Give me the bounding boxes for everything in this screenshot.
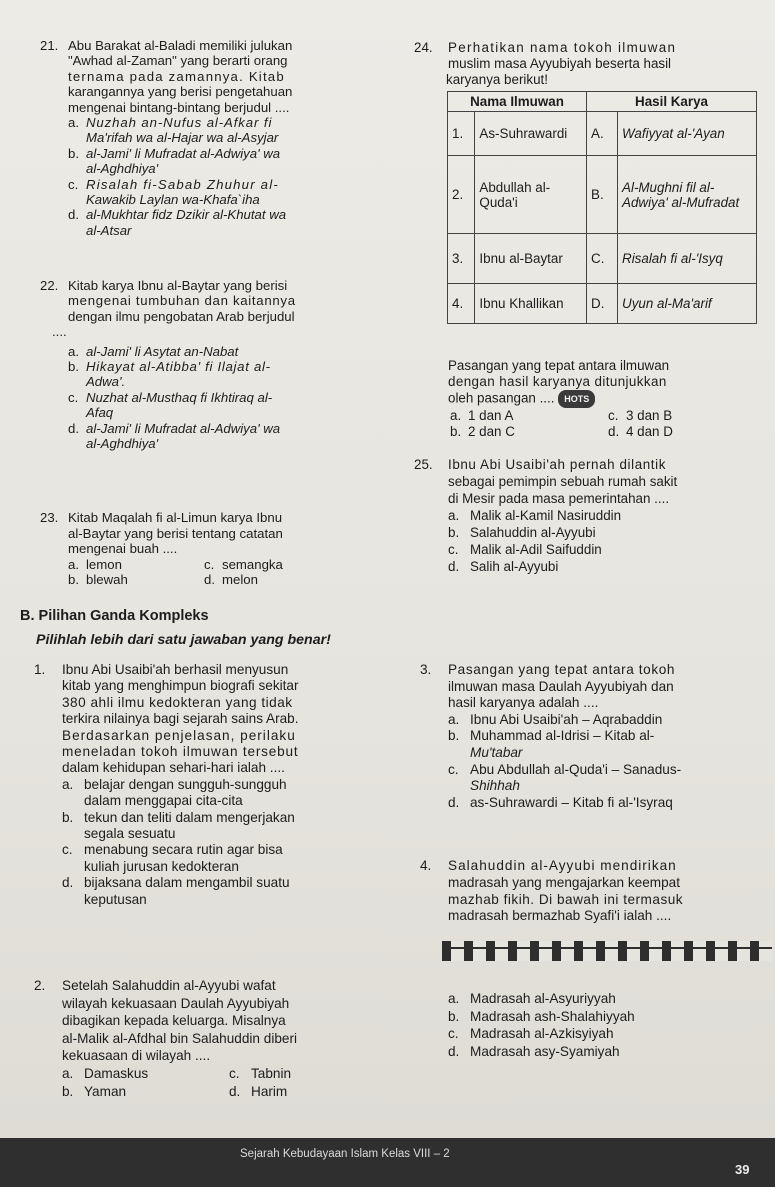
table-row (448, 156, 757, 234)
question-stem-text: oleh pasangan .... (448, 390, 555, 406)
option-text: Salahuddin al-Ayyubi (470, 525, 596, 540)
question-21 (40, 38, 370, 238)
question-stem-line: dengan ilmu pengobatan Arab berjudul (68, 308, 295, 324)
table-cell-num: 1. (448, 112, 475, 156)
question-stem-line: di Mesir pada masa pemerintahan .... (448, 491, 670, 506)
option-text: Yaman (84, 1083, 127, 1099)
option-letter: a. (68, 115, 79, 131)
option-text: keputusan (84, 891, 147, 907)
option-letter: c. (68, 176, 79, 192)
option-letter: c. (608, 408, 619, 423)
option-text: melon (222, 572, 258, 588)
option-b[interactable] (450, 424, 608, 440)
question-stem-line: dengan hasil karyanya ditunjukkan (448, 374, 667, 389)
option-letter: b. (62, 809, 74, 825)
option-b[interactable] (62, 810, 379, 843)
scientist-works-table (447, 91, 757, 324)
table-cell-key: B. (587, 156, 618, 234)
table-header-row (448, 92, 757, 112)
option-letter: b. (448, 525, 460, 540)
option-text: Nuzhat al-Musthaq fi Ikhtiraq al- (86, 389, 273, 405)
question-stem-line: Pasangan yang tepat antara ilmuwan (448, 358, 670, 373)
question-stem-line (68, 510, 370, 526)
option-text: Shihhah (470, 778, 520, 794)
question-stem-line: sebagai pemimpin sebuah rumah sakit (448, 474, 678, 489)
table-row (448, 284, 757, 324)
option-letter: b. (68, 145, 79, 161)
option-text: Hikayat al-Atibba' fi Ilajat al- (86, 359, 271, 375)
option-text: Afaq (86, 405, 114, 421)
option-text: belajar dengan sungguh-sungguh (84, 776, 287, 792)
question-number: 22. (40, 278, 59, 293)
option-text: 3 dan B (626, 408, 673, 423)
option-text: al-Atsar (86, 222, 132, 238)
option-c[interactable] (448, 762, 765, 795)
option-letter: a. (62, 1065, 74, 1081)
option-text: al-Jami' li Asytat an-Nabat (86, 343, 239, 359)
question-stem-line: hasil karyanya adalah .... (448, 695, 599, 711)
question-stem-line: Berdasarkan penjelasan, perilaku (62, 727, 296, 743)
hots-badge: HOTS (558, 390, 595, 408)
question-stem-text: Kitab Maqalah fi al-Limun karya Ibnu (68, 510, 283, 525)
table-cell-work: Uyun al-Ma'arif (618, 284, 757, 324)
section-instruction: Pilihlah lebih dari satu jawaban yang benar! (36, 632, 331, 648)
option-letter: d. (68, 420, 79, 436)
table-row (448, 112, 757, 156)
complex-question-2 (34, 977, 379, 1100)
question-24 (414, 40, 764, 88)
option-text: al-Aghdhiya' (86, 436, 159, 452)
option-letter: d. (68, 207, 79, 223)
option-text: Salih al-Ayyubi (470, 559, 559, 574)
option-letter: c. (204, 556, 215, 572)
option-letter: d. (229, 1083, 241, 1099)
option-d[interactable] (68, 207, 370, 238)
option-text: bijaksana dalam mengambil suatu (84, 875, 290, 891)
option-text: Ibnu Abi Usaibi'ah – Aqrabaddin (470, 711, 663, 727)
option-text: Mu'tabar (470, 744, 523, 760)
option-letter: b. (68, 572, 79, 588)
option-letter: b. (448, 1008, 460, 1024)
option-letter: d. (62, 875, 74, 891)
page-footer (0, 1138, 775, 1187)
question-24-continued (448, 358, 768, 440)
option-text: Ma'rifah wa al-Hajar wa al-Asyjar (86, 130, 279, 146)
question-stem-line: 380 ahli ilmu kedokteran yang tidak (62, 694, 293, 710)
table-cell-name: Ibnu al-Baytar (475, 234, 587, 284)
option-a[interactable] (68, 557, 204, 573)
complex-question-3 (420, 662, 765, 811)
option-text: Harim (251, 1083, 288, 1099)
option-b[interactable] (448, 728, 765, 761)
option-text: al-Jami' li Mufradat al-Adwiya' wa (86, 420, 281, 436)
option-text: Abu Abdullah al-Quda'i – Sanadus- (470, 761, 682, 777)
option-letter: d. (448, 794, 460, 810)
complex-question-4 (420, 858, 765, 925)
question-stem-line: madrasah bermazhab Syafi'i ialah .... (448, 908, 672, 924)
question-stem-line: mengenai tumbuhan dan kaitannya (68, 293, 296, 309)
option-a[interactable] (68, 115, 370, 146)
option-b[interactable] (448, 524, 764, 541)
question-stem-line: Ibnu Abi Usaibi'ah pernah dilantik (448, 457, 666, 472)
complex-question-1 (34, 662, 379, 908)
option-c[interactable] (68, 390, 370, 421)
table-cell-key: D. (587, 284, 618, 324)
question-stem-line: Setelah Salahuddin al-Ayyubi wafat (62, 978, 276, 993)
question-number: 24. (414, 40, 433, 55)
question-stem-line: muslim masa Ayyubiyah beserta hasil (448, 56, 672, 71)
option-letter: b. (450, 424, 462, 439)
table-cell-num: 4. (448, 284, 475, 324)
option-text: kuliah jurusan kedokteran (84, 858, 239, 874)
page-number: 39 (735, 1162, 750, 1177)
section-title: B. Pilihan Ganda Kompleks (20, 608, 209, 624)
option-text: Malik al-Kamil Nasiruddin (470, 508, 622, 523)
table-header-cell: Nama Ilmuwan (448, 92, 587, 112)
option-a[interactable] (448, 507, 764, 524)
option-letter: c. (229, 1065, 240, 1081)
option-text: lemon (86, 556, 122, 572)
question-number: 23. (40, 510, 59, 525)
option-text: menabung secara rutin agar bisa (84, 842, 283, 858)
option-a[interactable] (448, 712, 765, 729)
option-letter: c. (448, 542, 459, 557)
option-text: Madrasah al-Azkisyiyah (470, 1026, 614, 1042)
table-cell-name: Abdullah al-Quda'i (475, 156, 587, 234)
question-stem-line: karyanya berikut! (446, 72, 548, 87)
option-letter: c. (62, 842, 73, 858)
question-22 (40, 278, 370, 451)
option-letter: c. (448, 761, 459, 777)
question-stem-line: dibagikan kepada keluarga. Misalnya (62, 1013, 286, 1029)
option-a[interactable] (448, 990, 768, 1008)
table-cell-num: 3. (448, 234, 475, 284)
option-text: Tabnin (251, 1065, 292, 1081)
option-text: al-Jami' li Mufradat al-Adwiya' wa (86, 145, 281, 161)
table-cell-work: Al-Mughni fil al-Adwiya' al-Mufradat (618, 156, 757, 234)
question-stem-line: .... (52, 324, 67, 340)
question-number: 25. (414, 457, 433, 472)
decorative-border (442, 941, 772, 961)
option-letter: a. (68, 556, 79, 572)
table-cell-work: Wafiyyat al-'Ayan (618, 112, 757, 156)
question-stem-line: mengenai buah .... (68, 541, 178, 557)
option-text: Madrasah ash-Shalahiyyah (470, 1008, 635, 1024)
option-letter: a. (68, 343, 79, 359)
question-stem-line: mengenai bintang-bintang berjudul .... (68, 99, 290, 115)
option-d[interactable] (448, 558, 764, 575)
option-c[interactable] (448, 1025, 768, 1043)
question-number: 21. (40, 38, 59, 53)
table-header-cell: Hasil Karya (587, 92, 757, 112)
book-title: Sejarah Kebudayaan Islam Kelas VIII – 2 (240, 1148, 450, 1160)
option-text: Risalah fi-Sabab Zhuhur al- (86, 176, 279, 192)
option-letter: d. (204, 572, 215, 588)
question-25 (414, 456, 764, 575)
option-d[interactable] (448, 795, 765, 812)
option-letter: c. (448, 1026, 459, 1042)
question-number: 1. (34, 662, 46, 677)
option-text: segala sesuatu (84, 826, 176, 842)
option-text: dalam menggapai cita-cita (84, 793, 243, 809)
option-b[interactable] (68, 572, 204, 588)
option-text: 1 dan A (468, 408, 514, 423)
option-d[interactable] (448, 1043, 768, 1061)
question-stem-line: meneladan tokoh ilmuwan tersebut (62, 744, 299, 760)
question-stem-line: ternama pada zamannya. Kitab (68, 68, 285, 84)
question-stem-line: Pasangan yang tepat antara tokoh (448, 662, 676, 677)
option-letter: a. (448, 991, 460, 1006)
question-stem-line (448, 390, 768, 408)
option-b[interactable] (62, 1083, 229, 1101)
question-stem-line: madrasah yang mengajarkan keempat (448, 874, 680, 890)
question-stem-line: Abu Barakat al-Baladi memiliki julukan (68, 38, 293, 53)
option-c[interactable] (68, 177, 370, 208)
option-a[interactable] (450, 408, 608, 424)
option-letter: c. (68, 389, 79, 405)
option-letter: a. (448, 711, 460, 727)
option-letter: d. (448, 559, 460, 574)
question-number: 3. (420, 662, 432, 677)
question-stem-line: ilmuwan masa Daulah Ayyubiyah dan (448, 678, 674, 694)
option-text: Madrasah al-Asyuriyyah (470, 991, 616, 1006)
option-letter: a. (448, 508, 460, 523)
table-cell-key: A. (587, 112, 618, 156)
question-stem-line: kitab yang menghimpun biografi sekitar (62, 678, 299, 694)
question-number: 4. (420, 858, 432, 873)
option-letter: d. (448, 1043, 460, 1059)
option-text: Madrasah asy-Syamiyah (470, 1043, 620, 1059)
question-stem-line: Ibnu Abi Usaibi'ah berhasil menyusun (62, 662, 289, 677)
option-d[interactable] (229, 1083, 371, 1101)
question-stem-line: al-Malik al-Afdhal bin Salahuddin diberi (62, 1030, 298, 1046)
question-stem-line: kekuasaan di wilayah .... (62, 1048, 211, 1064)
option-letter: b. (62, 1083, 74, 1099)
option-c[interactable] (204, 557, 340, 573)
option-text: Adwa'. (86, 374, 126, 390)
question-23 (40, 510, 370, 588)
table-cell-key: C. (587, 234, 618, 284)
option-b[interactable] (448, 1008, 768, 1026)
question-stem-line: Kitab karya Ibnu al-Baytar yang berisi (68, 278, 288, 293)
table-row (448, 234, 757, 284)
option-b[interactable] (68, 146, 370, 177)
question-stem-line: karangannya yang berisi pengetahuan (68, 84, 293, 100)
option-a[interactable] (68, 344, 370, 359)
option-text: Muhammad al-Idrisi – Kitab al- (470, 728, 655, 744)
question-stem-line: Salahuddin al-Ayyubi mendirikan (448, 858, 677, 873)
option-d[interactable] (204, 572, 340, 588)
option-c[interactable] (608, 408, 766, 424)
table-cell-work: Risalah fi al-'Isyq (618, 234, 757, 284)
option-d[interactable] (608, 424, 766, 440)
option-a[interactable] (62, 1065, 229, 1083)
option-text: tekun dan teliti dalam mengerjakan (84, 809, 295, 825)
question-stem-line: mazhab fikih. Di bawah ini termasuk (448, 891, 684, 907)
option-text: Kawakib Laylan wa-Khafa`iha (86, 192, 260, 208)
question-stem-line: al-Baytar yang berisi tentang catatan (68, 525, 283, 541)
question-stem-line: terkira nilainya bagi sejarah sains Arab. (62, 711, 299, 727)
option-letter: b. (68, 359, 79, 375)
question-stem-line: Perhatikan nama tokoh ilmuwan (448, 40, 677, 55)
question-stem-line: wilayah kekuasaan Daulah Ayyubiyah (62, 995, 290, 1011)
option-text: 2 dan C (468, 424, 515, 439)
question-stem-line: "Awhad al-Zaman" yang berarti orang (68, 53, 288, 69)
option-c[interactable] (229, 1065, 371, 1083)
option-a[interactable] (62, 777, 379, 810)
option-c[interactable] (448, 541, 764, 558)
option-letter: b. (448, 728, 460, 744)
option-c[interactable] (62, 842, 379, 875)
option-d[interactable] (62, 875, 379, 908)
table-cell-name: Ibnu Khallikan (475, 284, 587, 324)
option-text: Malik al-Adil Saifuddin (470, 542, 602, 557)
option-text: al-Mukhtar fidz Dzikir al-Khutat wa (86, 207, 287, 223)
option-text: as-Suhrawardi – Kitab fi al-'Isyraq (470, 794, 673, 810)
option-text: semangka (222, 556, 283, 572)
complex-question-4-options (448, 990, 768, 1060)
option-d[interactable] (68, 421, 370, 452)
option-b[interactable] (68, 359, 370, 390)
option-text: Nuzhah an-Nufus al-Afkar fi (86, 115, 273, 131)
option-letter: a. (450, 408, 462, 423)
table-cell-num: 2. (448, 156, 475, 234)
question-number: 2. (34, 978, 46, 993)
option-letter: a. (62, 776, 74, 792)
option-text: blewah (86, 572, 128, 588)
question-stem-line: dalam kehidupan sehari-hari ialah .... (62, 760, 285, 776)
option-text: al-Aghdhiya' (86, 161, 159, 177)
table-cell-name: As-Suhrawardi (475, 112, 587, 156)
option-letter: d. (608, 424, 620, 439)
option-text: Damaskus (84, 1065, 149, 1081)
option-text: 4 dan D (626, 424, 673, 439)
